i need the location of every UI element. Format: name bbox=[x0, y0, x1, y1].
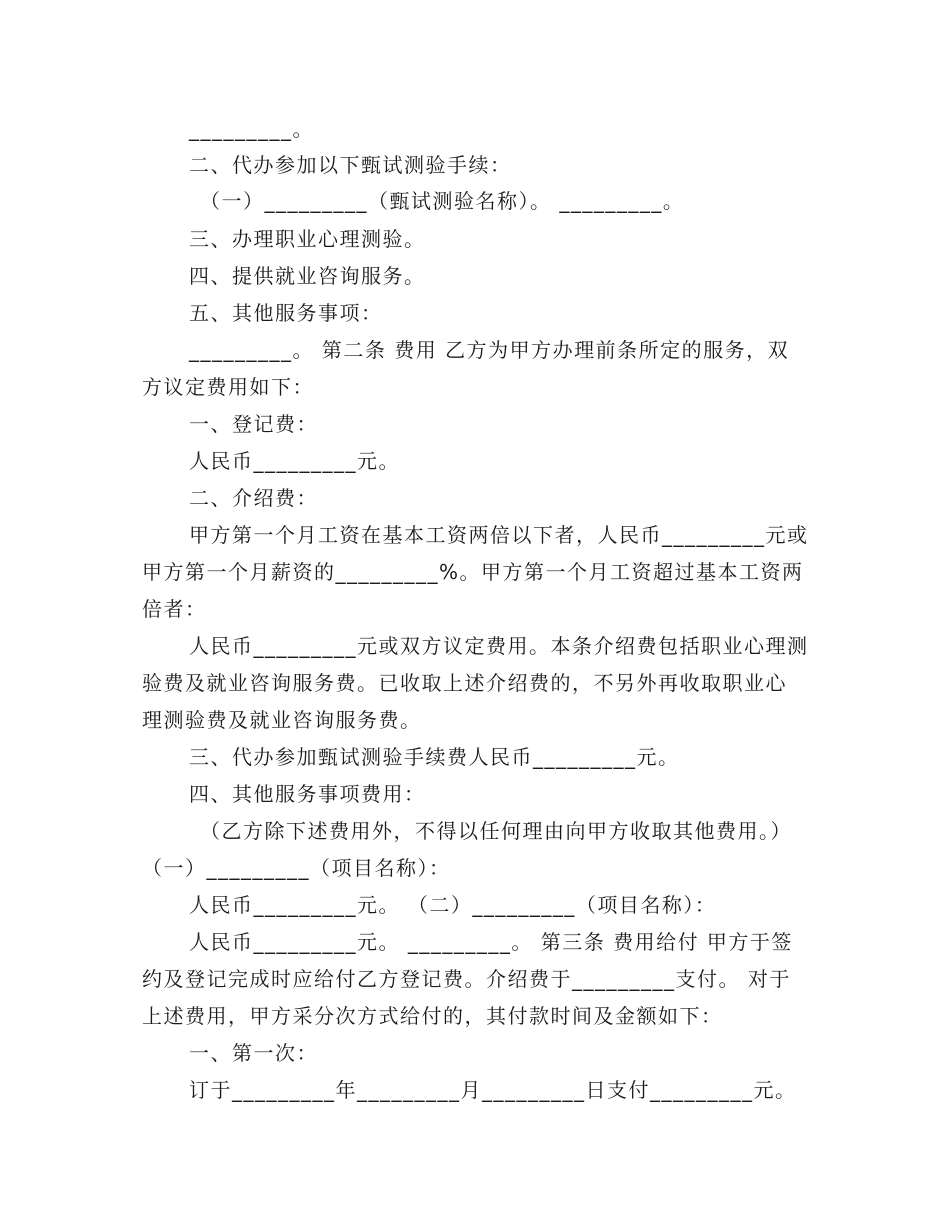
text-line: 二、代办参加以下甄试测验手续： bbox=[189, 153, 512, 177]
text-line: 约及登记完成时应给付乙方登记费。介绍费于_________支付。 对于 bbox=[142, 967, 791, 991]
text-line: 一、第一次： bbox=[189, 1041, 318, 1065]
text-line: _________。 bbox=[189, 117, 314, 141]
text-line: （一）_________（甄试测验名称）。 _________。 bbox=[200, 189, 685, 213]
text-line: （一）_________（项目名称）： bbox=[142, 856, 451, 880]
text-line: 订于_________年_________月_________日支付_________元。 bbox=[189, 1078, 797, 1102]
text-line: 三、办理职业心理测验。 bbox=[189, 227, 426, 251]
text-line: 方议定费用如下： bbox=[142, 375, 314, 399]
text-line: 四、提供就业咨询服务。 bbox=[189, 264, 426, 288]
text-line: 上述费用，甲方采分次方式给付的，其付款时间及金额如下： bbox=[142, 1004, 723, 1028]
text-line: 三、代办参加甄试测验手续费人民币_________元。 bbox=[189, 745, 680, 769]
text-line: 人民币_________元。 _________。 第三条 费用给付 甲方于签 bbox=[189, 930, 793, 954]
text-line: （乙方除下述费用外，不得以任何理由向甲方收取其他费用。） bbox=[200, 819, 792, 843]
text-line: 五、其他服务事项： bbox=[189, 301, 383, 325]
text-line: 人民币_________元。 （二）_________（项目名称）： bbox=[189, 893, 717, 917]
text-line: 四、其他服务事项费用： bbox=[189, 782, 426, 806]
text-line: 二、介绍费： bbox=[189, 486, 318, 510]
text-line: 验费及就业咨询服务费。已收取上述介绍费的，不另外再收取职业心 bbox=[142, 671, 787, 695]
text-line: 甲方第一个月薪资的_________%。甲方第一个月工资超过基本工资两 bbox=[142, 560, 804, 584]
text-line: 人民币_________元。 bbox=[189, 449, 400, 473]
text-line: 一、登记费： bbox=[189, 412, 318, 436]
text-line: 甲方第一个月工资在基本工资两倍以下者，人民币_________元或 bbox=[189, 523, 809, 547]
text-line: 倍者： bbox=[142, 597, 207, 621]
text-line: 理测验费及就业咨询服务费。 bbox=[142, 708, 422, 732]
text-line: _________。 第二条 费用 乙方为甲方办理前条所定的服务，双 bbox=[189, 338, 790, 362]
text-line: 人民币_________元或双方议定费用。本条介绍费包括职业心理测 bbox=[189, 634, 809, 658]
